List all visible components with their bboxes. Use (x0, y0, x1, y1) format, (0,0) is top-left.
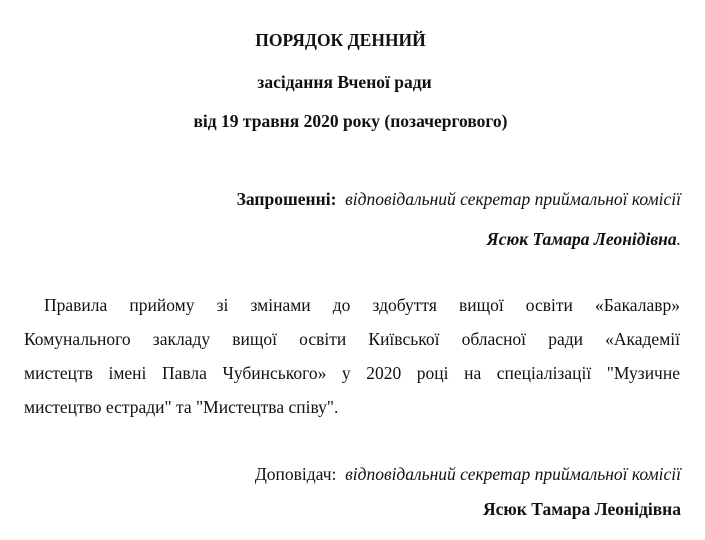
invited-name-line (487, 228, 681, 250)
reporter-name: Ясюк Тамара Леонідівна (482, 499, 681, 519)
agenda-line: Комунального закладу вищої освіти Київської обласної ради «Академії (24, 329, 680, 349)
agenda-line: Правила прийому зі змінами до здобуття вищої освіти «Бакалавр» (44, 295, 680, 315)
invited-role: відповідальний секретар приймальної комісії (345, 189, 681, 209)
reporter-role: відповідальний секретар приймальної комісії (345, 464, 681, 484)
invited-label: Запрошенні: (236, 189, 337, 209)
invited-name: Ясюк Тамара Леонідівна (486, 229, 677, 249)
reporter-label: Доповідач: (254, 464, 337, 484)
meeting-date: від 19 травня 2020 року (позачергового) (193, 111, 508, 131)
invited-line (237, 188, 681, 210)
document-subtitle: засідання Вченої ради (257, 72, 432, 92)
reporter-name-line (483, 498, 681, 520)
reporter-line (255, 463, 681, 485)
agenda-item-text (24, 294, 680, 430)
agenda-line: мистецтв імені Павла Чубинського» у 2020 році на спеціалізації "Музичне (24, 363, 680, 383)
invited-name-suffix: . (676, 229, 681, 249)
agenda-line: мистецтво естради" та "Мистецтва співу". (24, 397, 339, 417)
document-title: ПОРЯДОК ДЕННИЙ (255, 30, 426, 50)
